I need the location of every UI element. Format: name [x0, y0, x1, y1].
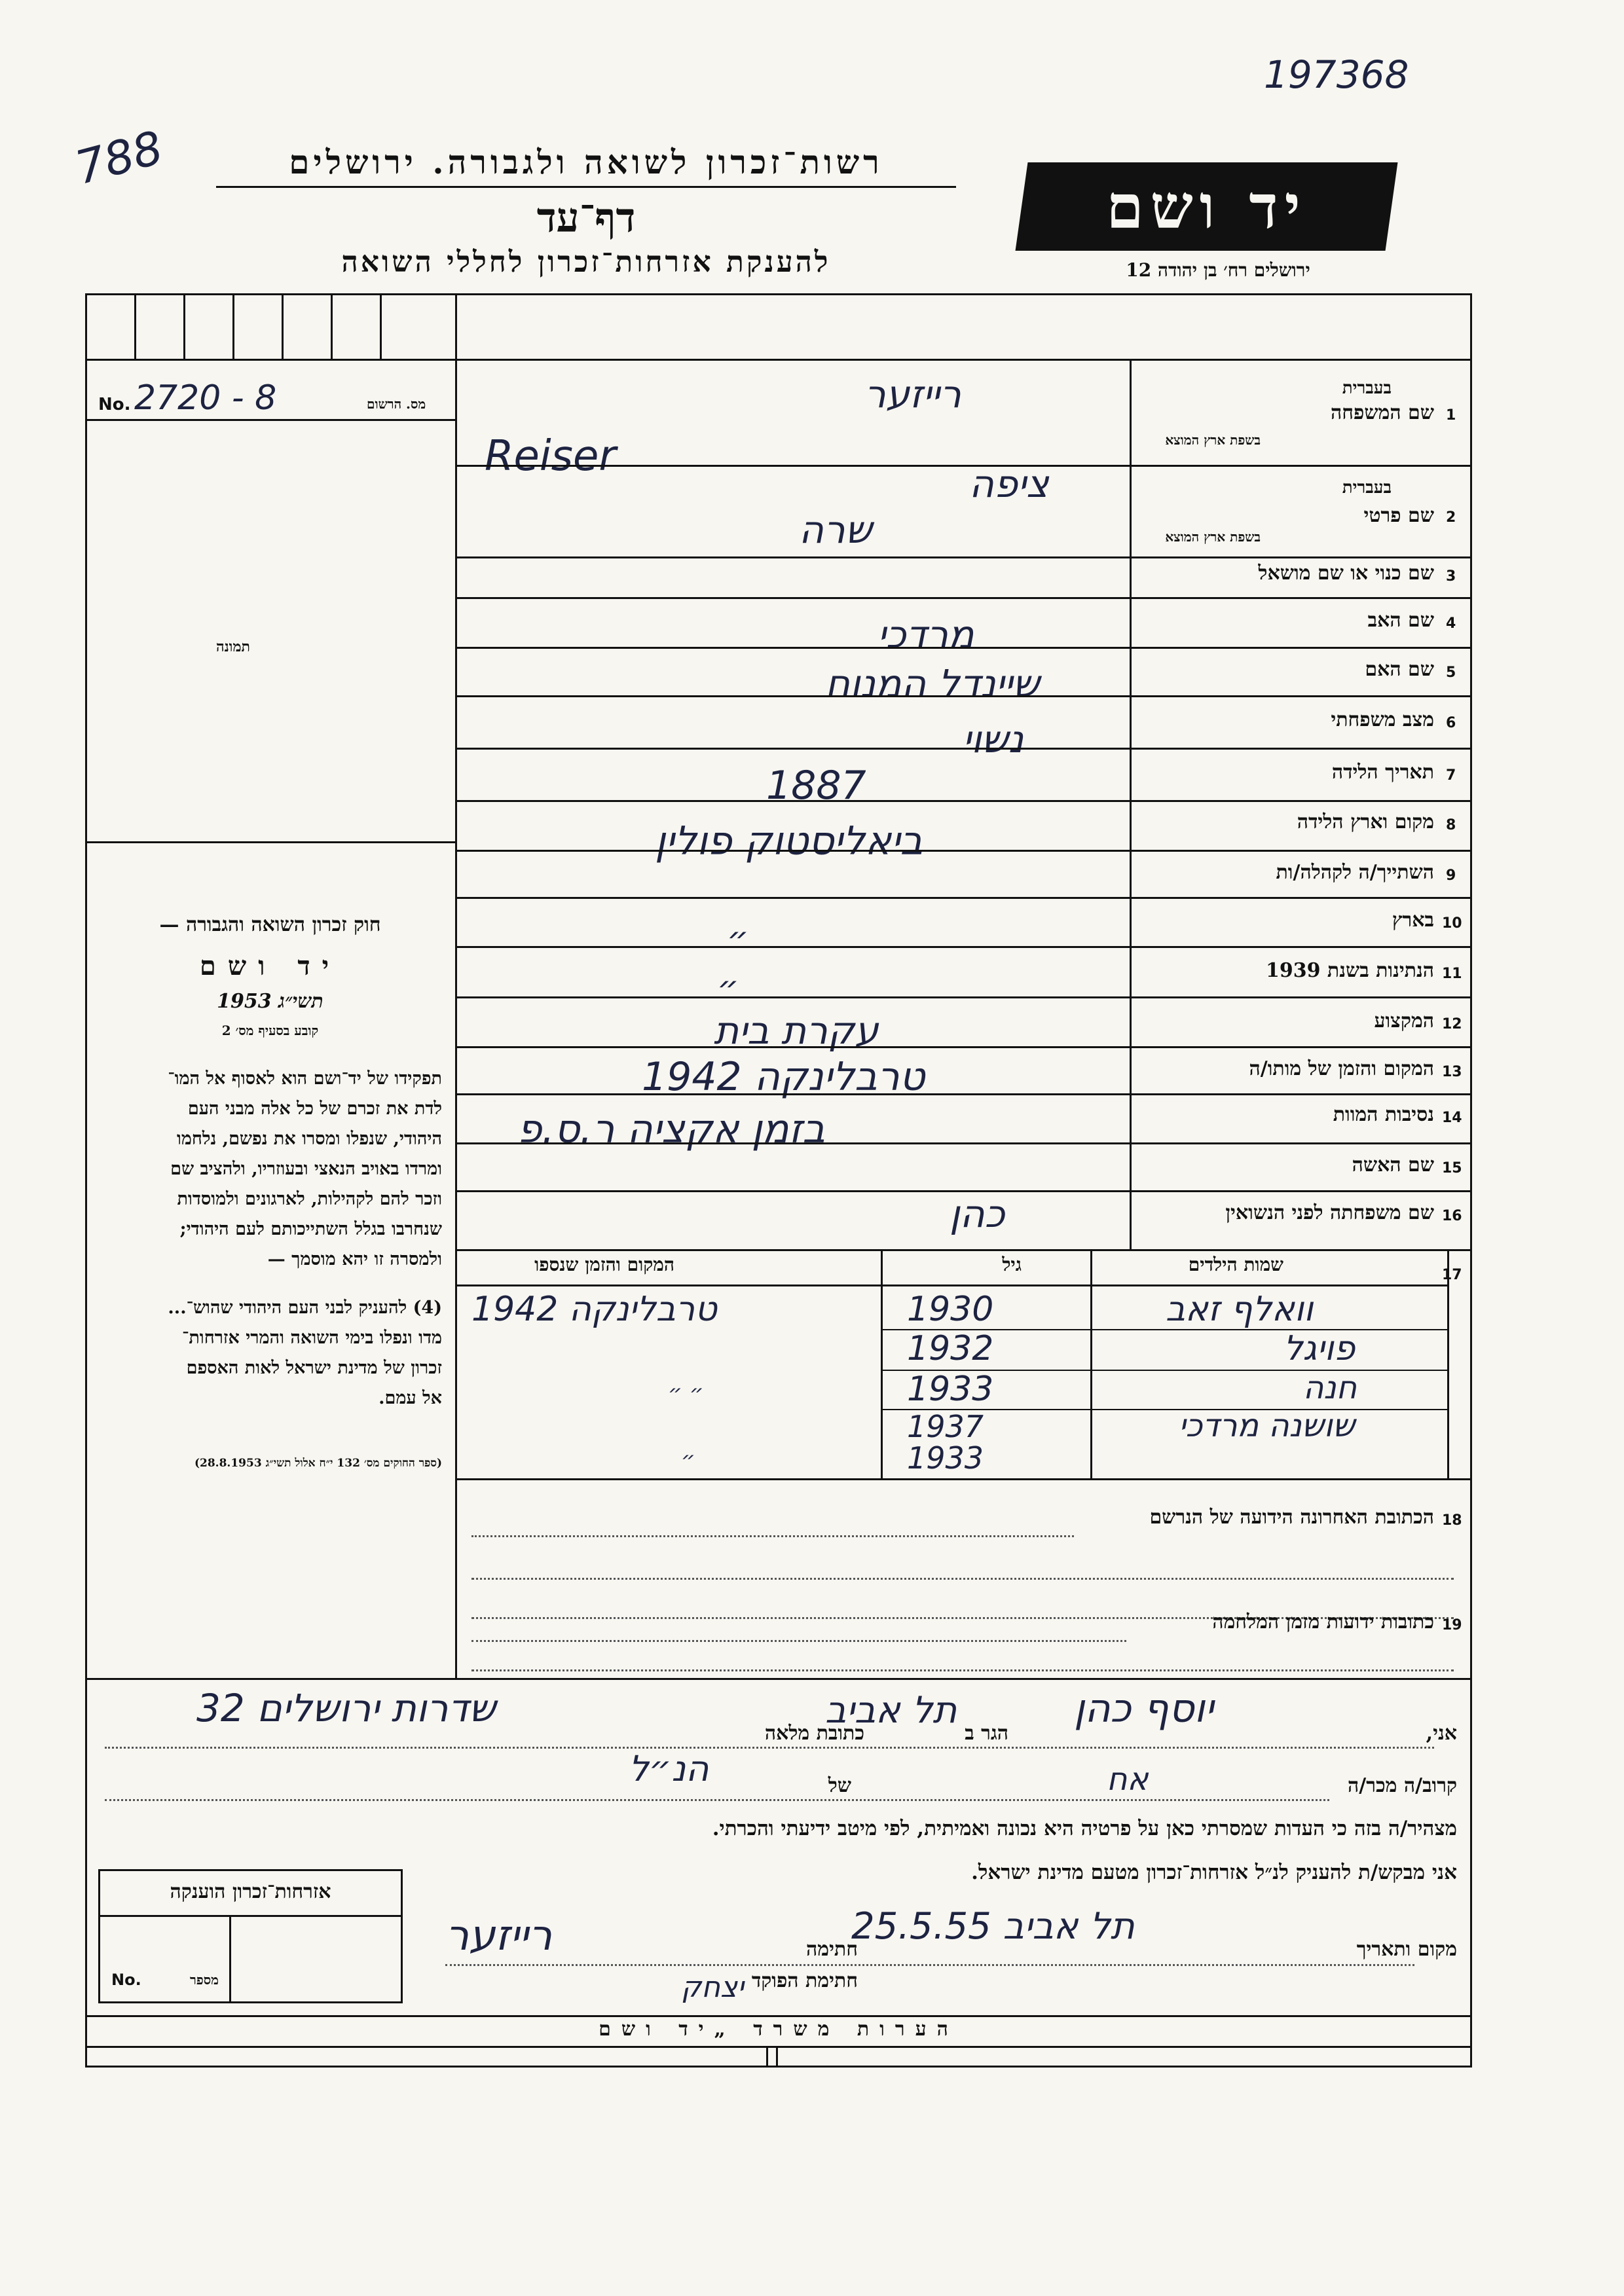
field-7-number: 7: [1446, 767, 1456, 784]
decl-statement-1: מצהיר/ה בזה כי העדות שמסרתי כאן על פרטיה היא נכונה ואמיתית, לפי מיטב ידיעתי והכרתי.: [712, 1817, 1457, 1840]
decl-city: תל אביב: [825, 1689, 957, 1732]
law-clause4: (4) להעניק לבני העם היהודי שהוש־... מדו ונפלו בימי השואה והמרי אזרחות־ זכרון של מדינת ישראל לאות האספם אל עמם.: [168, 1298, 442, 1408]
registration-prefix: No.: [98, 395, 131, 414]
field-19-number: 19: [1442, 1617, 1462, 1633]
registration-number: 2720 - 8: [134, 378, 277, 418]
field-1-lang-bottom: בשפת ארץ המוצא: [1165, 432, 1261, 448]
child-1-place: טרבלינקה 1942: [471, 1290, 717, 1329]
field-3-number: 3: [1446, 568, 1456, 585]
decl-place-date-label: מקום ותאריך: [1356, 1938, 1457, 1961]
field-11-label: הנתינות בשנת 1939: [1265, 959, 1434, 982]
field-8-label: מקום וארץ הלידה: [1297, 811, 1434, 833]
field-12-number: 12: [1442, 1016, 1462, 1032]
decl-relation: אח: [1107, 1761, 1149, 1798]
field-7-value: 1887: [766, 763, 866, 809]
law-source: (ספר החוקים מס׳ 132 י״ח אלול תשי״ג 28.8.1953): [194, 1457, 442, 1470]
decl-statement-2: אני מבקש/ת להעניק לנ״ל אזרחות־זכרון מטעם מדינת ישראל.: [971, 1861, 1457, 1884]
field-1-label: שם המשפחה: [1330, 401, 1434, 424]
form-subtitle: להענקת אזרחות־זכרון לחללי השואה: [341, 246, 831, 279]
field-4-label: שם האב: [1367, 609, 1434, 632]
field-18-number: 18: [1442, 1512, 1462, 1529]
field-7-label: תאריך הלידה: [1331, 761, 1434, 784]
decl-official-label: חתימת הפוקד: [751, 1969, 858, 1992]
field-5-number: 5: [1446, 665, 1456, 681]
field-14-value: בזמן אקציה ר.ס.פ: [517, 1106, 826, 1152]
citizenship-number-label: מספר: [190, 1972, 219, 1988]
field-2-lang-bottom: בשפת ארץ המוצא: [1165, 529, 1261, 545]
field-2-value: ציפה: [969, 462, 1049, 506]
law-year: תשי״ג 1953: [217, 990, 323, 1013]
field-10-label: בארץ: [1392, 909, 1434, 932]
child-3-place: ״ ״: [668, 1380, 704, 1406]
field-1-lang-top: בעברית: [1342, 378, 1392, 398]
decl-of-value: הנ״ל: [629, 1748, 709, 1789]
field-13-number: 13: [1442, 1064, 1462, 1080]
child-5-age: 1933: [907, 1440, 984, 1476]
field-8-value: ביאליסטוק פולין: [655, 818, 923, 864]
field-13-label: המקום והזמן של מותו/ה: [1249, 1057, 1434, 1080]
remarks-title: הערות משרד „יד ושם: [599, 2018, 959, 2041]
decl-ani: אני,: [1426, 1722, 1457, 1745]
field-16-label: שם משפחתה לפני הנשואין: [1225, 1201, 1434, 1224]
form-title: דף־עד: [536, 194, 636, 242]
field-14-number: 14: [1442, 1110, 1462, 1126]
field-6-number: 6: [1446, 715, 1456, 731]
field-19-label: כתובות ידועות מזמן המלחמה: [1212, 1611, 1434, 1633]
decl-address: שדרות ירושלים 32: [196, 1686, 496, 1730]
decl-place-date: תל אביב 25.5.55: [851, 1905, 1135, 1948]
field-5-label: שם האם: [1365, 658, 1434, 681]
field-4-value: מרדכי: [877, 612, 974, 657]
field-5-value: שיינדל המנוח: [825, 661, 1040, 706]
field-13-value: טרבלינקה 1942: [642, 1054, 925, 1100]
field-4-number: 4: [1446, 615, 1456, 632]
decl-official: יצחק: [681, 1971, 744, 2004]
field-2-lang-top: בעברית: [1342, 478, 1392, 498]
decl-signature-label: חתימה: [806, 1938, 858, 1961]
field-11-number: 11: [1442, 966, 1462, 982]
field-11-value: ״: [717, 969, 739, 1008]
address-line: ירושלים רח׳ בן יהודה 12: [1126, 259, 1310, 281]
field-14-label: נסיבות המוות: [1333, 1103, 1434, 1126]
field-16-value: כהן: [950, 1192, 1005, 1236]
decl-relative-label: קרוב/ה מכר/ה: [1348, 1774, 1457, 1797]
registration-label: מס. הרשום: [367, 396, 426, 412]
field-1-number: 1: [1446, 407, 1456, 424]
decl-signature: רייזער: [445, 1912, 553, 1960]
field-16-number: 16: [1442, 1208, 1462, 1224]
field-18-label: הכתובת האחרונה הידועה של הנרשם: [1149, 1506, 1434, 1529]
decl-resides: הגר ב: [965, 1722, 1008, 1745]
law-heading: חוק זכרון השואה והגבורה —: [159, 913, 381, 936]
decl-declarant: יוסף כהן: [1074, 1686, 1214, 1732]
field-10-value: ״: [727, 920, 749, 959]
child-3-name: חנה: [1303, 1370, 1357, 1406]
field-9-number: 9: [1446, 867, 1456, 884]
logo-text: יד ושם: [1106, 172, 1307, 242]
field-9-label: השתייך/ה לקהלה/ות: [1276, 861, 1434, 884]
child-1-name: וואלף זאב: [1166, 1290, 1314, 1329]
child-4-age: 1937: [907, 1409, 984, 1444]
child-3-age: 1933: [907, 1370, 994, 1409]
children-col-place: המקום והזמן שנספו: [534, 1254, 674, 1275]
field-12-value: עקרת בית: [714, 1008, 879, 1053]
field-15-label: שם האשה: [1352, 1154, 1434, 1176]
field-1-value-latin: Reiser: [485, 432, 616, 481]
children-col-names: שמות הילדים: [1188, 1254, 1283, 1275]
field-12-label: המקצוע: [1374, 1010, 1434, 1032]
decl-address-label: כתובת מלאה: [764, 1722, 864, 1745]
field-15-number: 15: [1442, 1160, 1462, 1176]
decl-of-label: של: [828, 1774, 851, 1797]
org-line: רשות־זכרון לשואה ולגבורה. ירושלים: [289, 143, 883, 181]
citizenship-no: No.: [111, 1971, 141, 1989]
field-2-number: 2: [1446, 509, 1456, 526]
field-17-number: 17: [1442, 1267, 1462, 1283]
field-1-value: רייזער: [864, 372, 961, 416]
child-4-name: שושנה מרדכי: [1179, 1408, 1355, 1444]
field-6-value: נשוי: [963, 717, 1024, 761]
law-name: יד ושם: [199, 951, 341, 981]
handwritten-margin-note: 788: [69, 120, 168, 195]
photo-label: תמונה: [216, 638, 250, 655]
field-3-label: שם כנוי או שם מושאל: [1258, 562, 1434, 585]
child-2-age: 1932: [907, 1329, 994, 1368]
child-1-age: 1930: [907, 1290, 994, 1329]
citizenship-title: אזרחות־זכרון הוענקה: [170, 1880, 331, 1903]
field-6-label: מצב משפחתי: [1331, 708, 1434, 731]
child-4-place: ״: [681, 1447, 695, 1473]
law-clause: קובע בסעיף מס׳ 2: [221, 1023, 319, 1038]
child-2-name: פויגל: [1283, 1329, 1356, 1368]
field-2-value-2: שרה: [799, 507, 872, 552]
children-col-age: גיל: [1002, 1254, 1022, 1275]
law-body: תפקידו של יד־ושם הוא לאסוף אל המו־ לדת את זכרם של כל אלה מבני העם היהודי, שנפלו ומסרו את נפשם, נלחמו ומרדו באויב הנאצי ובעוזריו, ולהציב שם וזכר להם לקהילות, לארגונים ולמוסדות שנחרבו בגלל השתייכותם לעם היהודי; ולמסרה זו יהא מוסמך —: [168, 1068, 442, 1269]
archive-number: 197368: [1264, 52, 1409, 97]
field-10-number: 10: [1442, 915, 1462, 932]
field-2-label: שם פרטי: [1363, 504, 1434, 527]
field-8-number: 8: [1446, 817, 1456, 833]
